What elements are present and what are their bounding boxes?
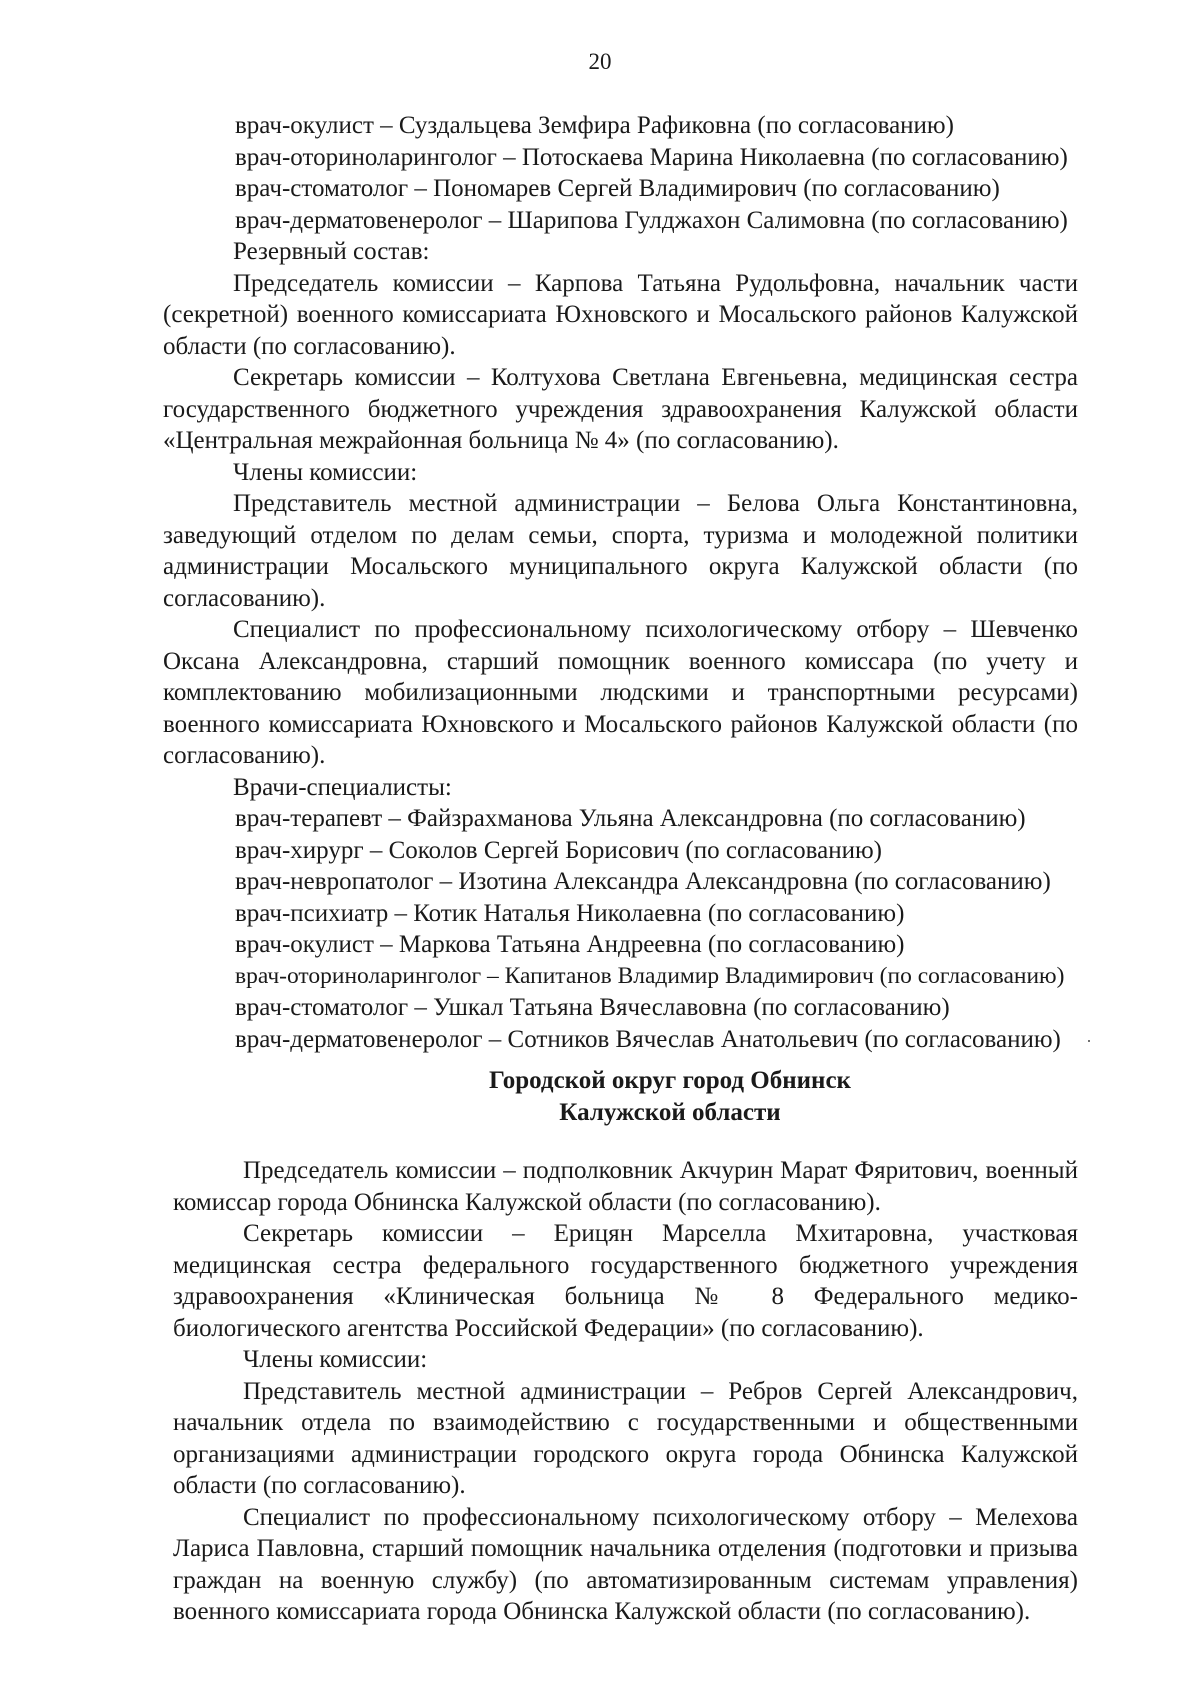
members-heading: Члены комиссии: [233, 458, 418, 486]
section-heading [0, 1065, 1200, 1129]
reserve-doctor-line: врач-терапевт – Файзрахманова Ульяна Александровна (по согласованию) [235, 805, 1026, 832]
scan-speck [1088, 1040, 1090, 1042]
reserve-doctor-line: врач-хирург – Соколов Сергей Борисович (по согласованию) [235, 836, 882, 864]
reserve-chair-paragraph: Председатель комиссии – Карпова Татьяна Рудольфовна, начальник части (секретной) военного комиссариата Юхновского и Мосальского районов Калужской области (по согласованию). [163, 269, 1078, 360]
reserve-doctor-line: врач-стоматолог – Ушкал Татьяна Вячеславовна (по согласованию) [235, 994, 950, 1021]
secretary-paragraph: Секретарь комиссии – Ерицян Марселла Мхитаровна, участковая медицинская сестра федерального государственного бюджетного учреждения здравоохранения «Клиническая больница № 8 Федерального медико-биологического агентства Российской Федерации» (по согласованию). [173, 1220, 1078, 1342]
admin-rep-paragraph: Представитель местной администрации – Ребров Сергей Александрович, начальник отдела по взаимодействию с государственными и общественными организациями администрации городского округа города Обнинска Калужской области (по согласованию). [173, 1377, 1078, 1499]
doctors-heading: Врачи-специалисты: [233, 773, 452, 801]
reserve-admin-rep-paragraph: Представитель местной администрации – Белова Ольга Константиновна, заведующий отделом по делам семьи, спорта, туризма и молодежной политики администрации Мосальского муниципального округа Калужской области (по согласованию). [163, 490, 1078, 612]
reserve-secretary-paragraph: Секретарь комиссии – Колтухова Светлана Евгеньевна, медицинская сестра государственного бюджетного учреждения здравоохранения Калужской области «Центральная межрайонная больница № 4» (по согласованию). [163, 364, 1078, 454]
first-commission-tail [163, 110, 1078, 1055]
page-number: 20 [588, 49, 612, 74]
doctor-line: врач-дерматовенеролог – Шарипова Гулджахон Салимовна (по согласованию) [235, 206, 1068, 234]
reserve-doctor-line: врач-оториноларинголог – Капитанов Владимир Владимирович (по согласованию) [235, 962, 1065, 989]
members-heading: Члены комиссии: [243, 1346, 428, 1373]
doctor-line: врач-оториноларинголог – Потоскаева Марина Николаевна (по согласованию) [235, 143, 1068, 171]
obninsk-commission [173, 1155, 1078, 1628]
section-heading-line: Городской округ город Обнинск [489, 1067, 851, 1094]
reserve-doctor-line: врач-дерматовенеролог – Сотников Вячеслав Анатольевич (по согласованию) [235, 1025, 1061, 1053]
reserve-doctor-line: врач-невропатолог – Изотина Александра Александровна (по согласованию) [235, 868, 1051, 895]
reserve-psych-paragraph: Специалист по профессиональному психологическому отбору – Шевченко Оксана Александровна, старший помощник военного комиссара (по учету и комплектованию мобилизационными людскими и транспортными ресурсами) военного комиссариата Юхновского и Мосальского районов Калужской области (по согласованию). [163, 616, 1078, 769]
doctor-line: врач-стоматолог – Пономарев Сергей Владимирович (по согласованию) [235, 175, 1000, 202]
reserve-doctor-line: врач-психиатр – Котик Наталья Николаевна (по согласованию) [235, 899, 905, 927]
psych-paragraph: Специалист по профессиональному психологическому отбору – Мелехова Лариса Павловна, старший помощник начальника отделения (подготовки и призыва граждан на военную службу) (по автоматизированным системам управления) военного комиссариата города Обнинска Калужской области (по согласованию). [173, 1503, 1078, 1625]
reserve-doctor-line: врач-окулист – Маркова Татьяна Андреевна (по согласованию) [235, 931, 905, 958]
chair-paragraph: Председатель комиссии – подполковник Акчурин Марат Фяритович, военный комиссар города Обнинска Калужской области (по согласованию). [173, 1157, 1078, 1216]
doctor-line: врач-окулист – Суздальцева Земфира Рафиковна (по согласованию) [235, 112, 954, 139]
section-heading-line: Калужской области [559, 1099, 781, 1126]
reserve-heading: Резервный состав: [233, 238, 430, 265]
